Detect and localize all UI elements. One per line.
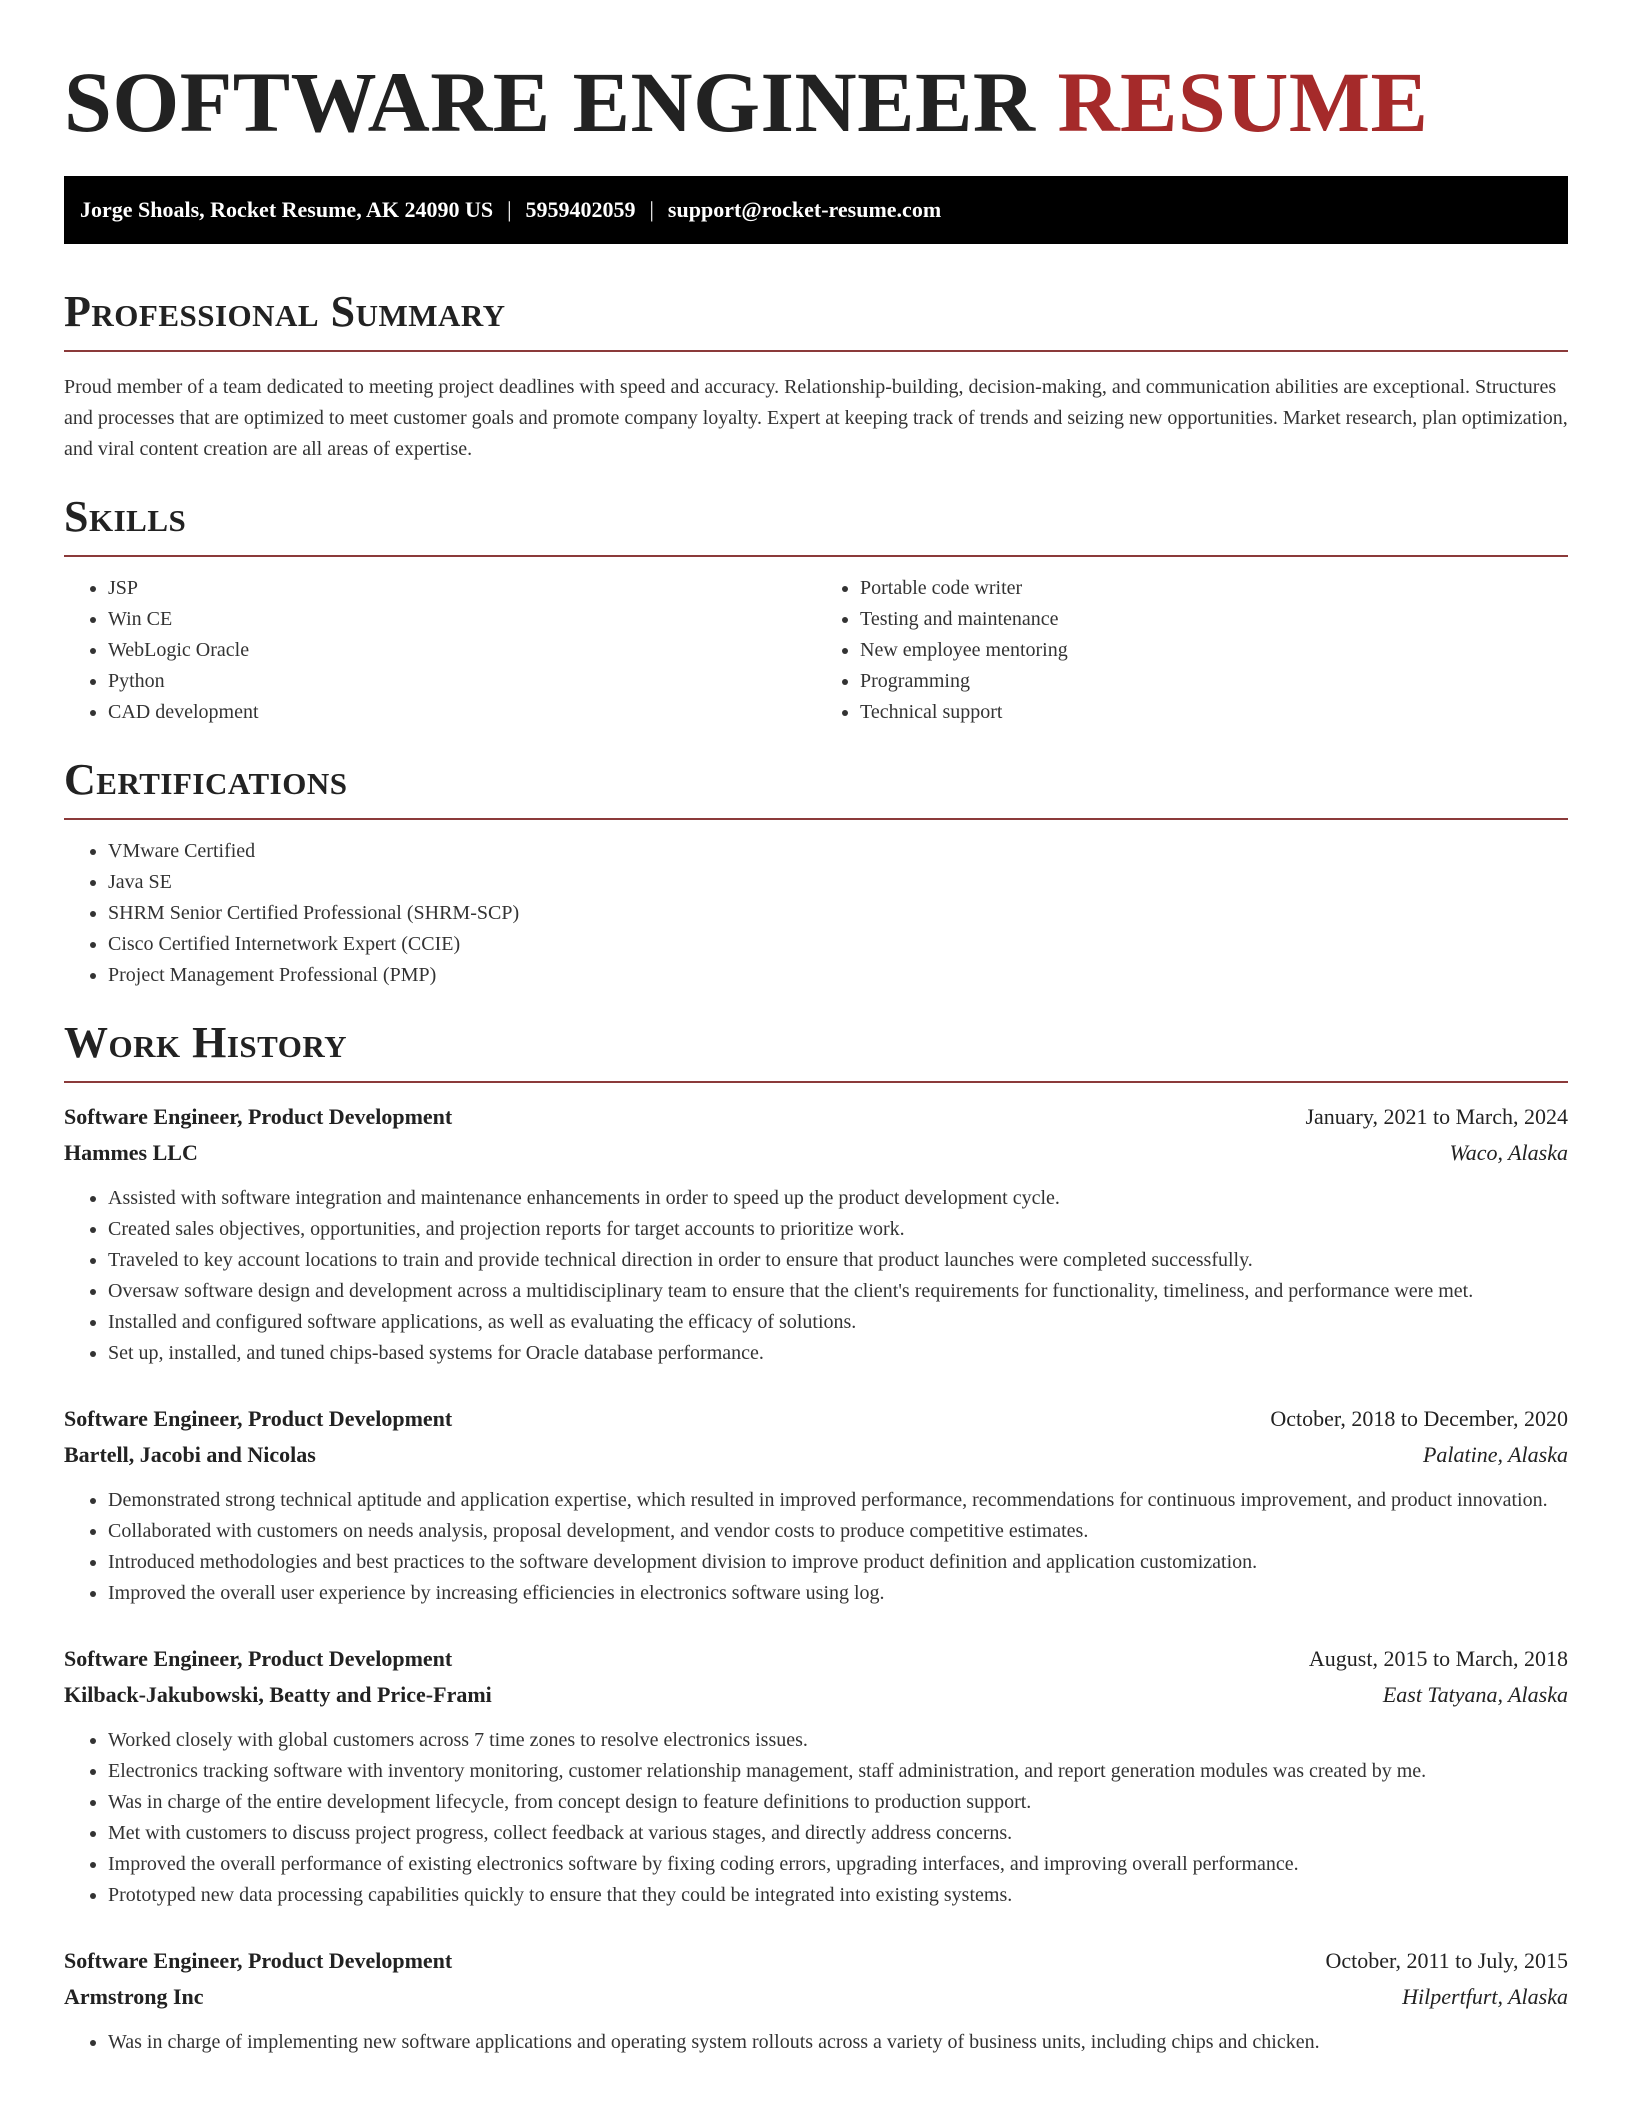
section-divider bbox=[64, 555, 1568, 557]
job-subheader bbox=[64, 1677, 1568, 1713]
job-subheader bbox=[64, 1135, 1568, 1171]
job-title: Software Engineer, Product Development bbox=[64, 1104, 453, 1129]
job-bullet: • Improved the overall performance of existing electronics software by fixing coding errors, upgrading interfaces, and improving overall performance. bbox=[108, 1849, 1568, 1880]
job-bullet: • Collaborated with customers on needs analysis, proposal development, and vendor costs to produce competitive estimates. bbox=[108, 1516, 1568, 1547]
contact-separator: | bbox=[649, 197, 654, 222]
skills-columns bbox=[64, 573, 1568, 728]
contact-phone: 5959402059 bbox=[525, 197, 636, 222]
skill-item: • JSP bbox=[108, 573, 816, 604]
work-history-section bbox=[64, 1017, 1568, 2058]
job-subheader bbox=[64, 1979, 1568, 2015]
job-header bbox=[64, 1099, 1568, 1135]
job-bullet: • Was in charge of implementing new software applications and operating system rollouts across a variety of business units, including chips and chicken. bbox=[108, 2027, 1568, 2058]
certification-item: • SHRM Senior Certified Professional (SHRM-SCP) bbox=[108, 898, 1568, 929]
resume-title-accent: RESUME bbox=[1057, 54, 1429, 150]
job-bullet: • Met with customers to discuss project progress, collect feedback at various stages, and directly address concerns. bbox=[108, 1818, 1568, 1849]
job-title: Software Engineer, Product Development bbox=[64, 1646, 453, 1671]
job-bullet: • Oversaw software design and development across a multidisciplinary team to ensure that the client's requirements for functionality, timeliness, and performance were met. bbox=[108, 1276, 1568, 1307]
job-bullets bbox=[64, 1183, 1568, 1369]
certifications-heading: Certifications bbox=[64, 755, 348, 804]
job-dates: October, 2011 to July, 2015 bbox=[1325, 1948, 1568, 1973]
job-title: Software Engineer, Product Development bbox=[64, 1406, 453, 1431]
job-company: Hammes LLC bbox=[64, 1140, 198, 1165]
job-bullets bbox=[64, 1725, 1568, 1911]
job-bullet: • Worked closely with global customers across 7 time zones to resolve electronics issues. bbox=[108, 1725, 1568, 1756]
summary-text: Proud member of a team dedicated to meeting project deadlines with speed and accuracy. Relationship-building, decision-making, and communication abilities are exceptional. Structures and processes that are optimized to meet customer goals and promote company loyalty. Expert at keeping track of trends and seizing new opportunities. Market research, plan optimization, and viral content creation are all areas of expertise. bbox=[64, 376, 1568, 460]
contact-bar bbox=[64, 176, 1568, 244]
section-divider bbox=[64, 1081, 1568, 1083]
summary-heading: Professional Summary bbox=[64, 287, 506, 336]
job-location: Waco, Alaska bbox=[1449, 1140, 1568, 1165]
job-company: Bartell, Jacobi and Nicolas bbox=[64, 1442, 316, 1467]
skill-item: • WebLogic Oracle bbox=[108, 635, 816, 666]
skill-item: • Testing and maintenance bbox=[860, 604, 1568, 635]
job-entry bbox=[64, 1943, 1568, 2058]
skill-item: • Portable code writer bbox=[860, 573, 1568, 604]
job-entry bbox=[64, 1641, 1568, 1911]
contact-email: support@rocket-resume.com bbox=[667, 197, 942, 222]
certification-item: • VMware Certified bbox=[108, 836, 1568, 867]
contact-separator: | bbox=[507, 197, 512, 222]
contact-address: Jorge Shoals, Rocket Resume, AK 24090 US bbox=[80, 197, 494, 222]
job-entry bbox=[64, 1401, 1568, 1609]
job-bullet: • Created sales objectives, opportunities, and projection reports for target accounts to prioritize work. bbox=[108, 1214, 1568, 1245]
skill-item: • New employee mentoring bbox=[860, 635, 1568, 666]
skill-item: • Win CE bbox=[108, 604, 816, 635]
job-header bbox=[64, 1641, 1568, 1677]
job-bullet: • Introduced methodologies and best practices to the software development division to improve product definition and application customization. bbox=[108, 1547, 1568, 1578]
job-location: Hilpertfurt, Alaska bbox=[1402, 1984, 1568, 2009]
section-divider bbox=[64, 350, 1568, 352]
job-subheader bbox=[64, 1437, 1568, 1473]
job-bullet: • Traveled to key account locations to train and provide technical direction in order to ensure that product launches were completed successfully. bbox=[108, 1245, 1568, 1276]
skills-section bbox=[64, 491, 1568, 728]
job-bullets bbox=[64, 1485, 1568, 1609]
job-bullet: • Improved the overall user experience by increasing efficiencies in electronics software using log. bbox=[108, 1578, 1568, 1609]
skills-list-left bbox=[64, 573, 816, 728]
skill-item: • Technical support bbox=[860, 697, 1568, 728]
job-bullet: • Electronics tracking software with inventory monitoring, customer relationship management, staff administration, and report generation modules was created by me. bbox=[108, 1756, 1568, 1787]
certification-item: • Cisco Certified Internetwork Expert (CCIE) bbox=[108, 929, 1568, 960]
skill-item: • Programming bbox=[860, 666, 1568, 697]
job-bullet: • Was in charge of the entire development lifecycle, from concept design to feature definitions to production support. bbox=[108, 1787, 1568, 1818]
skill-item: • Python bbox=[108, 666, 816, 697]
certifications-section bbox=[64, 754, 1568, 991]
work-history-heading: Work History bbox=[64, 1018, 348, 1067]
certification-item: • Java SE bbox=[108, 867, 1568, 898]
job-location: Palatine, Alaska bbox=[1422, 1442, 1568, 1467]
summary-section bbox=[64, 286, 1568, 465]
certification-item: • Project Management Professional (PMP) bbox=[108, 960, 1568, 991]
job-bullets bbox=[64, 2027, 1568, 2058]
skills-list-right bbox=[816, 573, 1568, 728]
job-company: Armstrong Inc bbox=[64, 1984, 204, 2009]
job-entry bbox=[64, 1099, 1568, 1369]
job-bullet: • Prototyped new data processing capabilities quickly to ensure that they could be integrated into existing systems. bbox=[108, 1880, 1568, 1911]
section-divider bbox=[64, 818, 1568, 820]
job-bullet: • Assisted with software integration and maintenance enhancements in order to speed up the product development cycle. bbox=[108, 1183, 1568, 1214]
job-bullet: • Installed and configured software applications, as well as evaluating the efficacy of solutions. bbox=[108, 1307, 1568, 1338]
job-dates: August, 2015 to March, 2018 bbox=[1308, 1646, 1568, 1671]
resume-title bbox=[64, 0, 1568, 176]
certifications-list bbox=[64, 836, 1568, 991]
resume-title-main: SOFTWARE ENGINEER bbox=[64, 54, 1036, 150]
job-location: East Tatyana, Alaska bbox=[1382, 1682, 1568, 1707]
job-header bbox=[64, 1943, 1568, 1979]
job-dates: January, 2021 to March, 2024 bbox=[1305, 1104, 1568, 1129]
job-bullet: • Set up, installed, and tuned chips-based systems for Oracle database performance. bbox=[108, 1338, 1568, 1369]
job-dates: October, 2018 to December, 2020 bbox=[1270, 1406, 1568, 1431]
skills-heading: Skills bbox=[64, 492, 187, 541]
job-company: Kilback-Jakubowski, Beatty and Price-Frami bbox=[64, 1682, 492, 1707]
job-header bbox=[64, 1401, 1568, 1437]
job-title: Software Engineer, Product Development bbox=[64, 1948, 453, 1973]
job-bullet: • Demonstrated strong technical aptitude and application expertise, which resulted in improved performance, recommendations for continuous improvement, and product innovation. bbox=[108, 1485, 1568, 1516]
skill-item: • CAD development bbox=[108, 697, 816, 728]
